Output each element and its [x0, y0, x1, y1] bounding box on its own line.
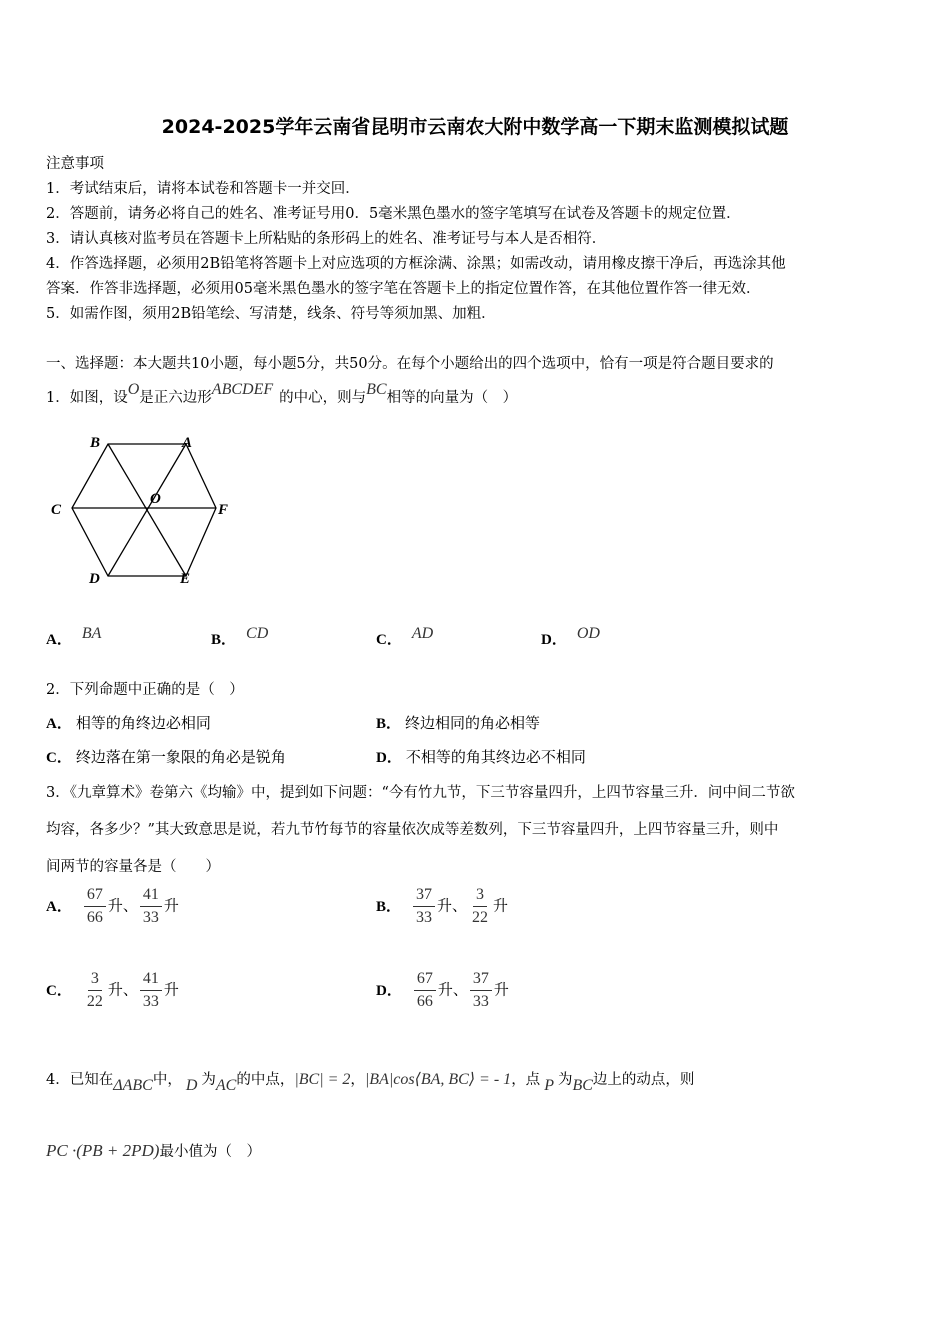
fraction: $\frac{3}{22}$ [86, 970, 103, 1010]
fraction: $\frac{3}{22}$ [472, 886, 489, 926]
notice-item: 5．如需作图，须用2B铅笔绘、写清楚，线条、符号等须加黑、加粗． [46, 306, 496, 322]
fraction: $\frac{67}{66}$ [84, 886, 106, 927]
vertex-label-a: A [182, 435, 193, 451]
question-3-line: 3．《九章算术》卷第六《均输》中，提到如下问题：“今有竹九节，下三节容量四升，上四节容量三升．问中间二节欲 [46, 785, 795, 801]
q3-option-b[interactable]: B． $\frac{37}{33}$ 升、 $\frac{3}{22}$ 升 [376, 886, 509, 926]
vertex-label-o: O [150, 491, 161, 507]
fraction: $\frac{37}{33}$ [413, 886, 435, 927]
vertex-label-f: F [218, 502, 229, 518]
q1-option-c[interactable]: C． AD [376, 625, 434, 648]
notice-heading: 注意事项 [46, 156, 104, 172]
hexagon-outline [72, 444, 216, 576]
question-number: 1． [46, 390, 70, 406]
question-4-stem-cont: PC ·(PB + 2PD)最小值为（ ） [46, 1141, 261, 1160]
q3-option-d[interactable]: D． $\frac{67}{66}$ 升、 $\frac{37}{33}$ 升 [376, 970, 509, 1010]
question-1-stem: 1．如图，设O是正六边形ABCDEF 的中心，则与BC相等的向量为（ ） [46, 381, 518, 406]
notice-item: 2．答题前，请务必将自己的姓名、准考证号用0．5毫米黑色墨水的签字笔填写在试卷及答题卡的规定位置． [46, 206, 741, 222]
notice-item: 1．考试结束后，请将本试卷和答题卡一并交回． [46, 181, 360, 197]
q1-option-a[interactable]: A． BA [46, 625, 102, 648]
vertex-label-c: C [51, 502, 62, 518]
q1-option-b[interactable]: B． CD [211, 625, 269, 648]
section-heading: 一、选择题：本大题共10小题，每小题5分，共50分。在每个小题给出的四个选项中，恰有一项是符合题目要求的 [46, 356, 774, 372]
page-title: 2024-2025学年云南省昆明市云南农大附中数学高一下期末监测模拟试题 [161, 116, 789, 138]
q3-option-a[interactable]: A． $\frac{67}{66}$ 升、 $\frac{41}{33}$ 升 [46, 886, 179, 926]
q2-option-b[interactable]: B． 终边相同的角必相等 [376, 714, 541, 732]
q2-option-d[interactable]: D． 不相等的角其终边必不相同 [376, 748, 586, 766]
notice-item: 4．作答选择题，必须用2B铅笔将答题卡上对应选项的方框涂满、涂黑；如需改动，请用橡皮擦干净后，再选涂其他 [46, 256, 786, 272]
q2-option-a[interactable]: A． 相等的角终边必相同 [46, 714, 211, 732]
hexagon-figure [46, 428, 246, 593]
q2-option-c[interactable]: C． 终边落在第一象限的角必是锐角 [46, 748, 286, 766]
notice-item: 答案．作答非选择题，必须用05毫米黑色墨水的签字笔在答题卡上的指定位置作答，在其他位置作答一律无效． [46, 281, 761, 297]
question-number: 4． [46, 1072, 70, 1088]
question-2-stem: 2．下列命题中正确的是（ ） [46, 682, 244, 698]
vertex-label-e: E [180, 571, 191, 587]
fraction: $\frac{41}{33}$ [140, 970, 162, 1011]
notice-item: 3．请认真核对监考员在答题卡上所粘贴的条形码上的姓名、准考证号与本人是否相符． [46, 231, 607, 247]
vertex-label-b: B [90, 435, 101, 451]
fraction: $\frac{41}{33}$ [140, 886, 162, 927]
question-3-line: 间两节的容量各是（ ） [46, 859, 220, 875]
q1-option-d[interactable]: D． OD [541, 625, 600, 648]
question-3-line: 均容，各多少？”其大致意思是说，若九节竹每节的容量依次成等差数列，下三节容量四升，上四节容量三升，则中 [46, 822, 779, 838]
fraction: $\frac{37}{33}$ [470, 970, 492, 1011]
fraction: $\frac{67}{66}$ [414, 970, 436, 1011]
question-4-stem: 4．已知在ΔABC中， D 为AC的中点，|BC| = 2，|BA|cos⟨BA, BC⟩ = - 1，点 P 为BC边上的动点，则 [46, 1071, 695, 1094]
q3-option-c[interactable]: C． $\frac{3}{22}$ 升、 $\frac{41}{33}$ 升 [46, 970, 179, 1010]
vertex-label-d: D [89, 571, 100, 587]
